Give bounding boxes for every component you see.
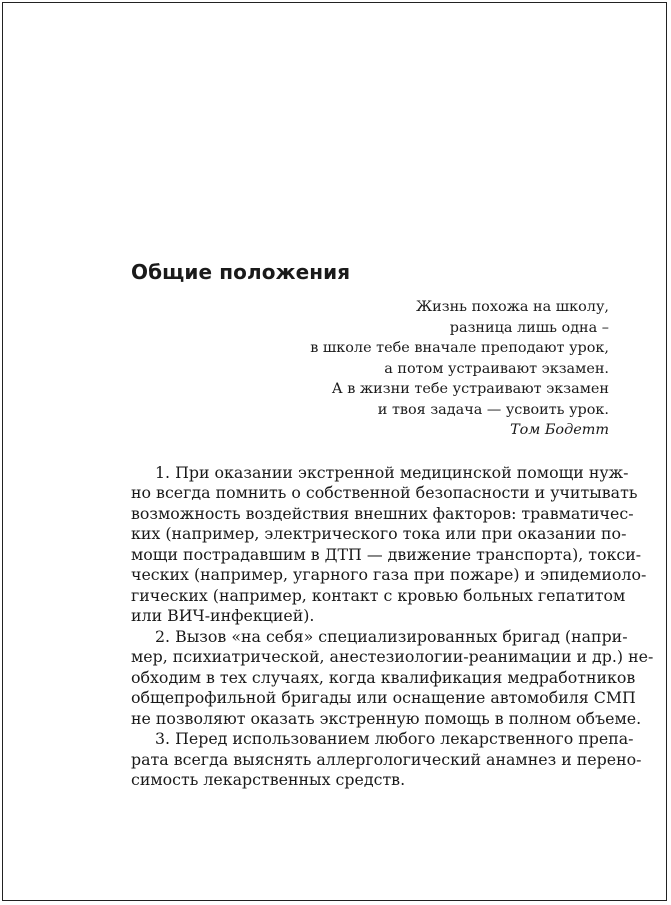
paragraph-line: 1. При оказании экстренной медицинской помощи нуж- (155, 462, 629, 482)
paragraph-line: общепрофильной бригады или оснащение автомобиля СМП (131, 688, 636, 707)
paragraph-line: не позволяют оказать экстренную помощь в полном объеме. (131, 708, 642, 728)
epigraph-line: Жизнь похожа на школу, (415, 299, 609, 315)
paragraph-line: обходим в тех случаях, когда квалификация медработников (131, 667, 636, 687)
epigraph-line: разница лишь одна – (449, 319, 609, 336)
section-heading: Общие положения (131, 260, 351, 284)
paragraph-line: мощи пострадавшим в ДТП — движение транспорта), токси- (131, 544, 642, 564)
paragraph-line: или ВИЧ-инфекцией). (131, 606, 315, 625)
book-page (2, 2, 667, 901)
epigraph-line: А в жизни тебе устраивают экзамен (331, 381, 609, 397)
epigraph-line: а потом устраивают экзамен. (384, 360, 609, 377)
paragraph-line: ких (например, электрического тока или при оказании по- (131, 524, 627, 543)
epigraph (131, 297, 609, 441)
paragraph-line: рата всегда выяснять аллергологический анамнез и перено- (131, 749, 642, 769)
epigraph-line: в школе тебе вначале преподают урок, (310, 340, 609, 356)
page-content (131, 259, 654, 791)
epigraph-author: Том Бодетт (510, 422, 609, 438)
paragraph-line: возможность воздействия внешних факторов: травматичес- (131, 503, 634, 523)
paragraph-line: мер, психиатрической, анестезиологии-реанимации и др.) не- (131, 647, 654, 666)
paragraph-line: симость лекарственных средств. (131, 770, 406, 789)
paragraph-line: ческих (например, угарного газа при пожаре) и эпидемиоло- (131, 565, 647, 584)
paragraph-line: 3. Перед использованием любого лекарственного препа- (155, 729, 634, 748)
paragraph-line: но всегда помнить о собственной безопасности и учитывать (131, 483, 638, 502)
paragraph-line: 2. Вызов «на себя» специализированных бригад (напри- (155, 626, 628, 646)
paragraph-1 (131, 462, 647, 627)
paragraph-2 (131, 626, 654, 730)
paragraph-line: гических (например, контакт с кровью больных гепатитом (131, 585, 626, 605)
epigraph-line: и твоя задача — усвоить урок. (377, 401, 609, 418)
paragraph-3 (131, 729, 642, 791)
